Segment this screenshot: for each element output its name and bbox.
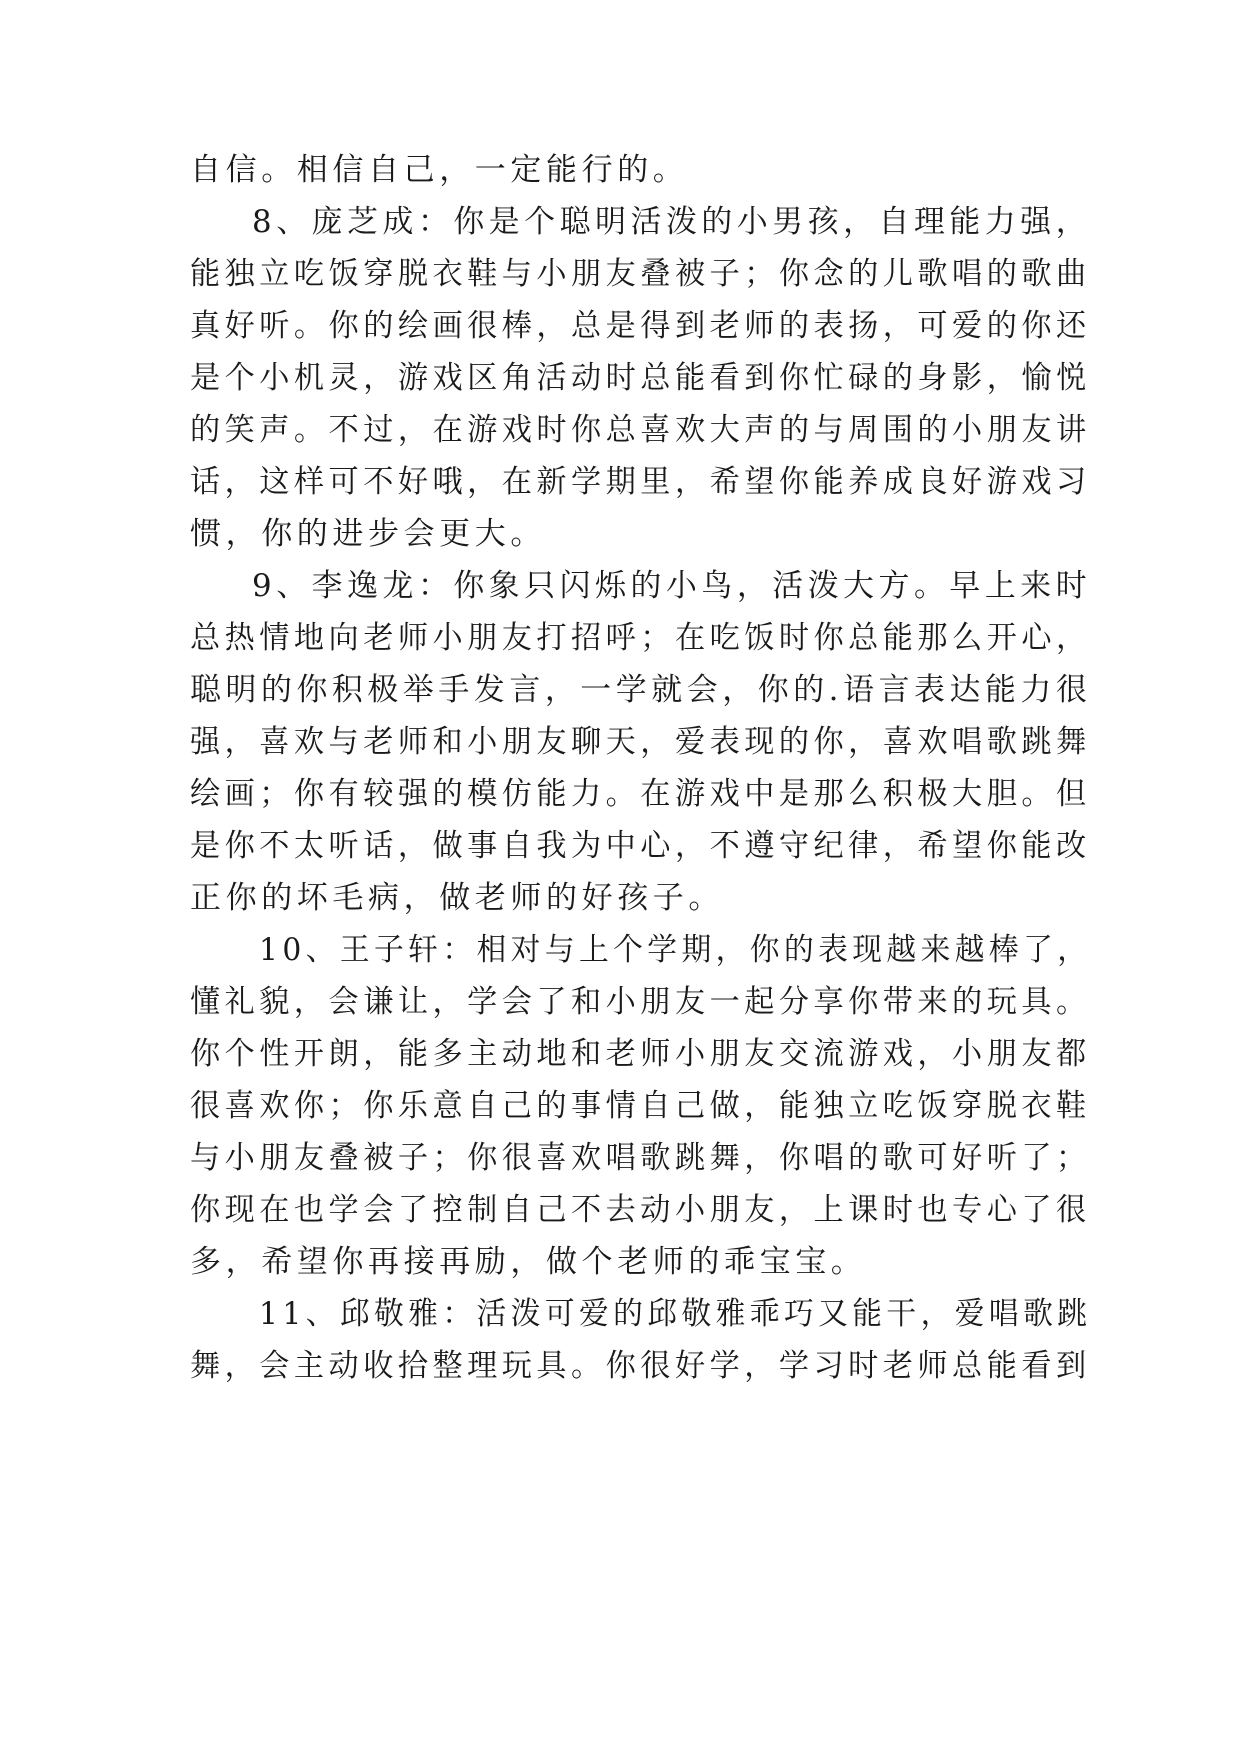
text-line: 惯，你的进步会更大。 <box>190 516 546 552</box>
text-line: 你现在也学会了控制自己不去动小朋友，上课时也专心了很 <box>190 1192 1091 1228</box>
text-line: 很喜欢你；你乐意自己的事情自己做，能独立吃饭穿脱衣鞋 <box>190 1088 1091 1124</box>
paragraph-start-line: 8、庞芝成：你是个聪明活泼的小男孩，自理能力强， <box>252 204 1092 240</box>
paragraph-start-line: 9、李逸龙：你象只闪烁的小鸟，活泼大方。早上来时 <box>252 568 1092 604</box>
text-line: 舞，会主动收拾整理玩具。你很好学，学习时老师总能看到 <box>190 1348 1091 1384</box>
text-line: 话，这样可不好哦，在新学期里，希望你能养成良好游戏习 <box>190 464 1091 500</box>
text-line: 的笑声。不过，在游戏时你总喜欢大声的与周围的小朋友讲 <box>190 412 1091 448</box>
text-line: 绘画；你有较强的模仿能力。在游戏中是那么积极大胆。但 <box>190 776 1091 812</box>
text-line: 是个小机灵，游戏区角活动时总能看到你忙碌的身影，愉悦 <box>190 360 1091 396</box>
text-line: 与小朋友叠被子；你很喜欢唱歌跳舞，你唱的歌可好听了； <box>190 1140 1091 1176</box>
paragraph-start-line: 11、邱敬雅：活泼可爱的邱敬雅乖巧又能干，爱唱歌跳 <box>259 1296 1092 1332</box>
text-line: 总热情地向老师小朋友打招呼；在吃饭时你总能那么开心， <box>190 620 1091 656</box>
text-line: 能独立吃饭穿脱衣鞋与小朋友叠被子；你念的儿歌唱的歌曲 <box>190 256 1091 292</box>
text-line: 正你的坏毛病，做老师的好孩子。 <box>190 880 724 916</box>
text-line: 聪明的你积极举手发言，一学就会，你的.语言表达能力很 <box>190 672 1092 708</box>
text-line: 自信。相信自己，一定能行的。 <box>190 152 689 188</box>
text-line: 是你不太听话，做事自我为中心，不遵守纪律，希望你能改 <box>190 828 1091 864</box>
text-line: 真好听。你的绘画很棒，总是得到老师的表扬，可爱的你还 <box>190 308 1091 344</box>
text-line: 你个性开朗，能多主动地和老师小朋友交流游戏，小朋友都 <box>190 1036 1091 1072</box>
text-line: 强，喜欢与老师和小朋友聊天，爱表现的你，喜欢唱歌跳舞 <box>190 724 1091 760</box>
paragraph-start-line: 10、王子轩：相对与上个学期，你的表现越来越棒了， <box>259 932 1092 968</box>
text-line: 懂礼貌，会谦让，学会了和小朋友一起分享你带来的玩具。 <box>190 984 1091 1020</box>
text-line: 多，希望你再接再励，做个老师的乖宝宝。 <box>190 1244 867 1280</box>
